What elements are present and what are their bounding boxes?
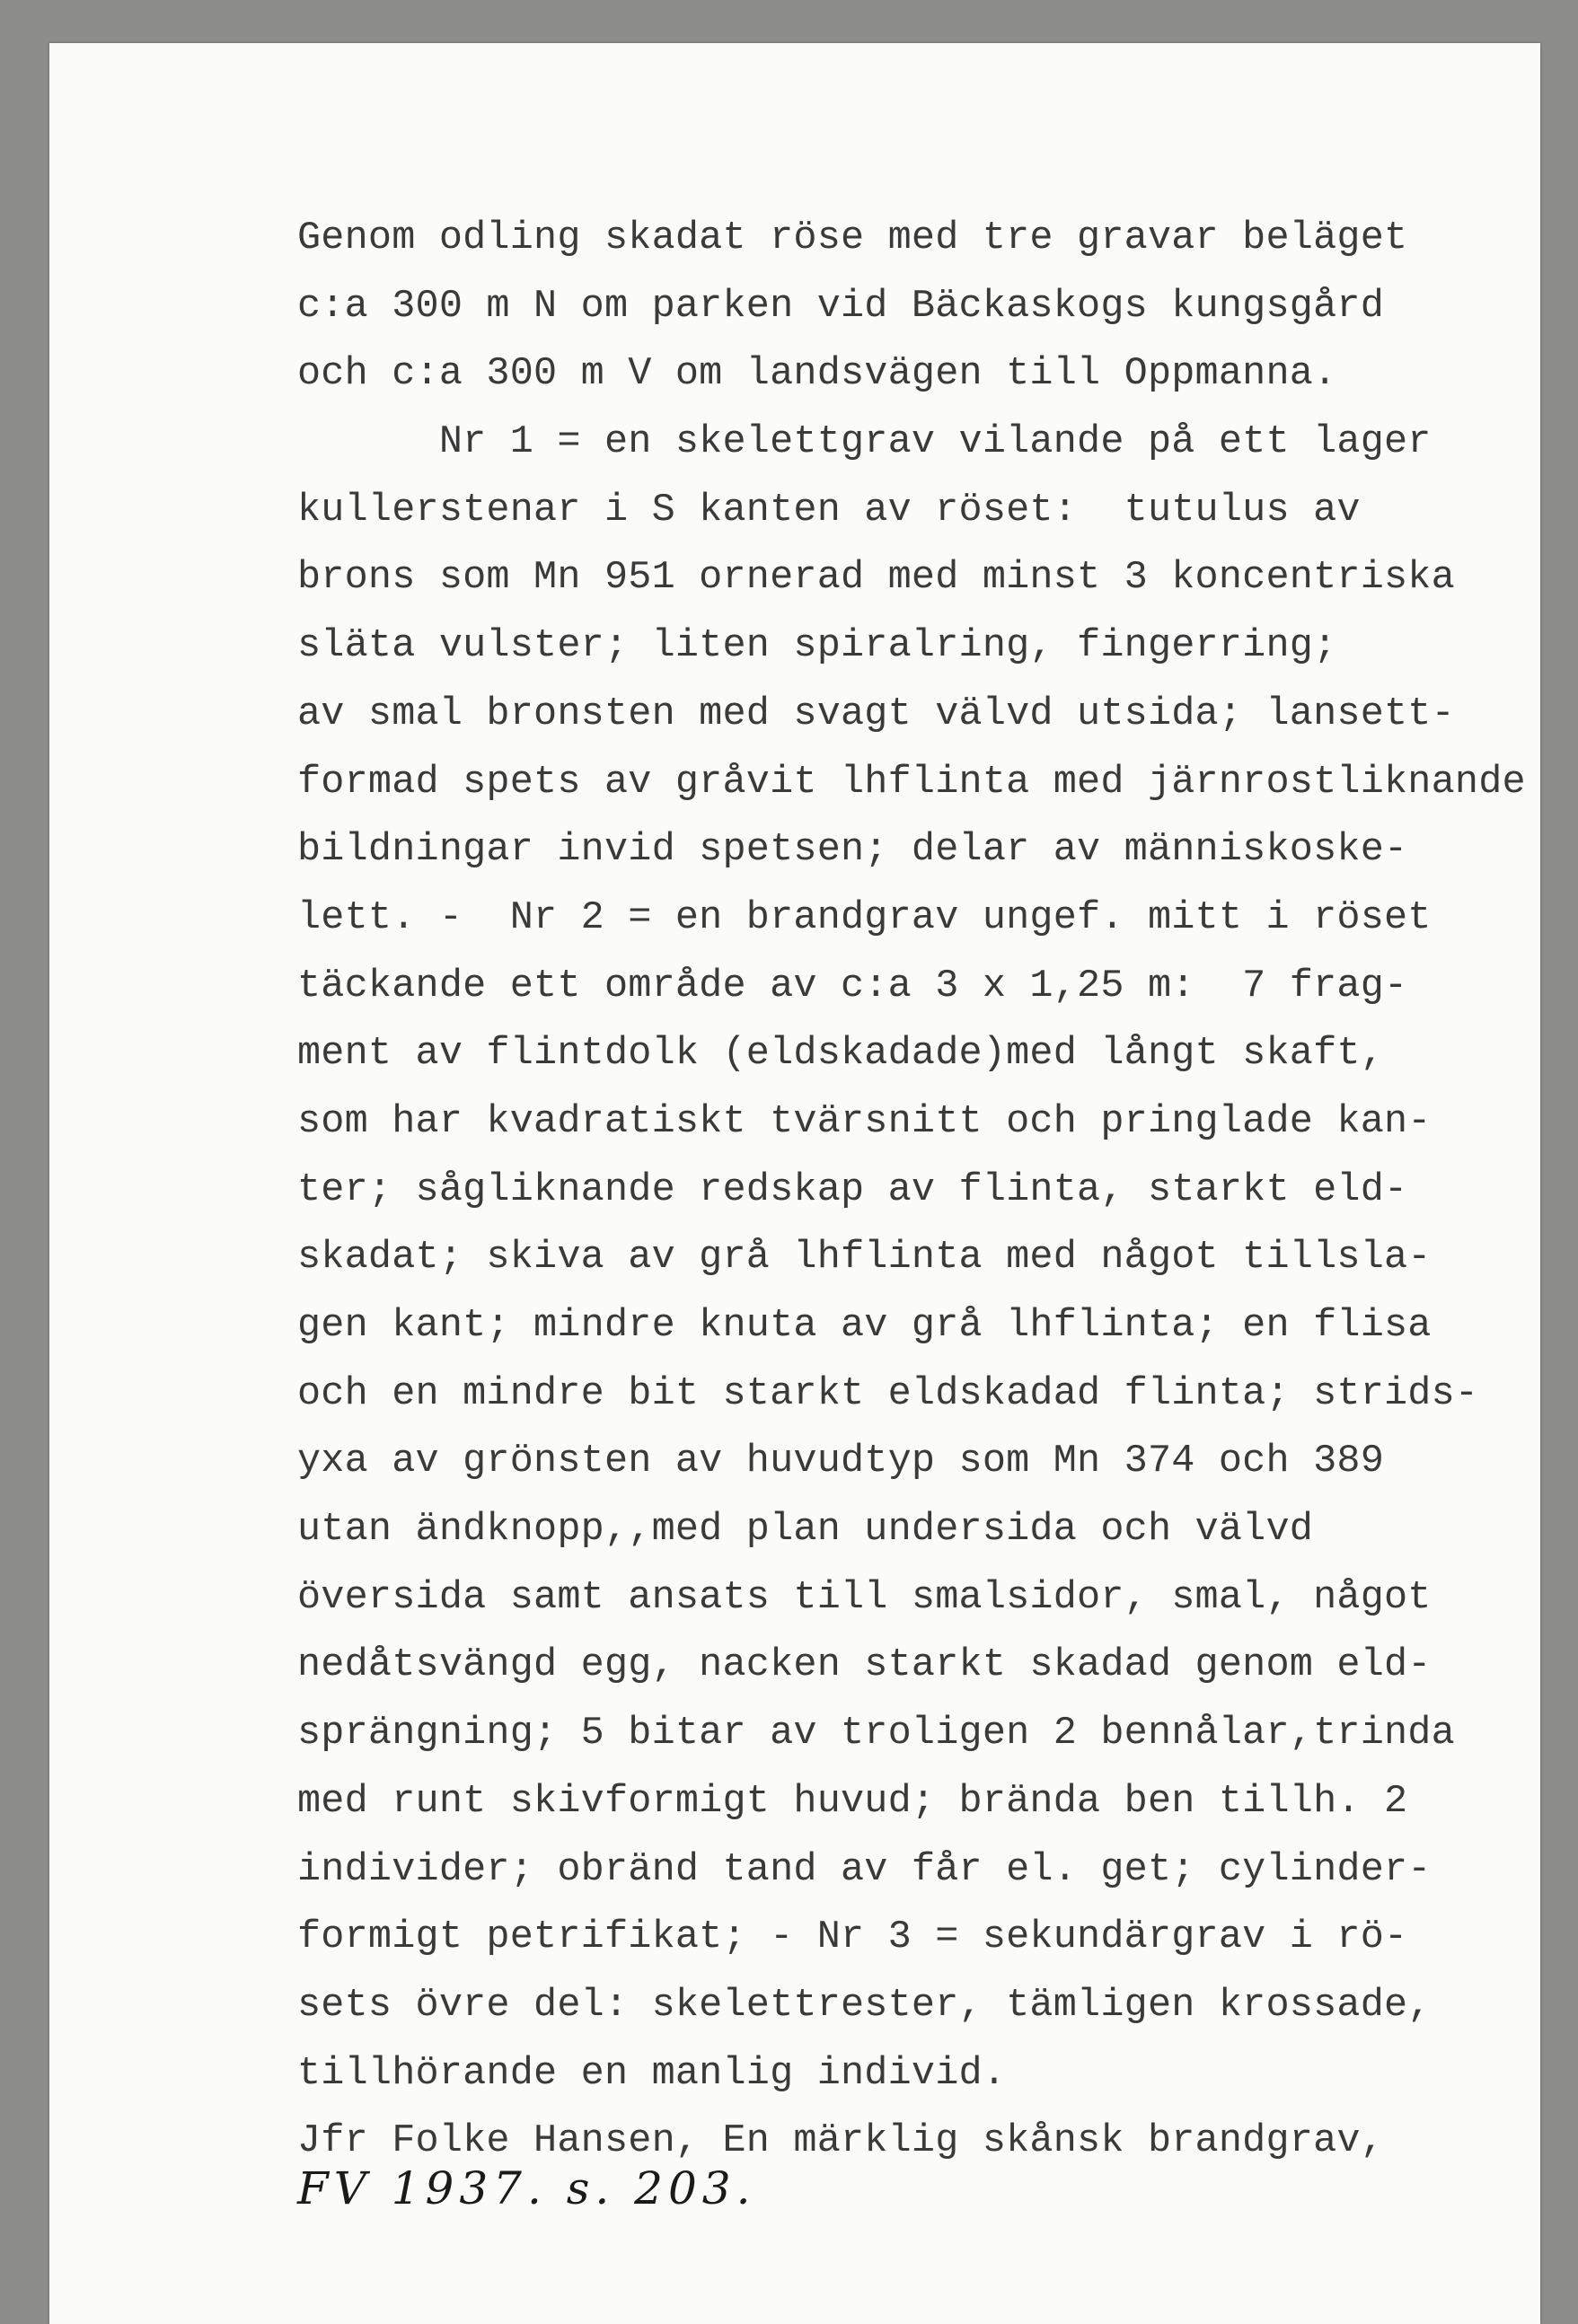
typed-line: som har kvadratiskt tvärsnitt och pringlade kan- [297,1099,1432,1144]
typed-line: lett. - Nr 2 = en brandgrav ungef. mitt i röset [297,895,1432,940]
typed-line: Jfr Folke Hansen, En märklig skånsk brandgrav, [297,2119,1384,2164]
handwritten-reference: FV 1937. s. 203. [297,2162,756,2214]
typed-line: och c:a 300 m V om landsvägen till Oppmanna. [297,352,1337,397]
typed-line: sprängning; 5 bitar av troligen 2 bennålar,trinda [297,1712,1455,1756]
typed-line: brons som Mn 951 ornerad med minst 3 koncentriska [297,556,1455,601]
typed-line: täckande ett område av c:a 3 x 1,25 m: 7 frag- [297,964,1408,1008]
typed-line: av smal bronsten med svagt välvd utsida; lansett- [297,691,1455,736]
typed-line: bildningar invid spetsen; delar av människoske- [297,828,1408,873]
typed-line: släta vulster; liten spiralring, fingerring; [297,624,1337,669]
typed-line: skadat; skiva av grå lhflinta med något tillsla- [297,1236,1432,1281]
typed-line: ter; sågliknande redskap av flinta, starkt eld- [297,1167,1408,1212]
typed-line: formigt petrifikat; - Nr 3 = sekundärgrav i rö- [297,1915,1408,1960]
typed-line: yxa av grönsten av huvudtyp som Mn 374 och 389 [297,1439,1384,1484]
typed-line: c:a 300 m N om parken vid Bäckaskogs kungsgård [297,284,1384,329]
typed-line: kullerstenar i S kanten av röset: tutulus av [297,488,1361,533]
typed-line: nedåtsvängd egg, nacken starkt skadad genom eld- [297,1643,1432,1688]
typed-line: översida samt ansats till smalsidor, smal, något [297,1575,1432,1620]
typed-line: Nr 1 = en skelettgrav vilande på ett lager [297,420,1432,465]
typed-line: gen kant; mindre knuta av grå lhflinta; en flisa [297,1304,1432,1348]
typed-line: och en mindre bit starkt eldskadad flinta; strids- [297,1371,1479,1416]
typed-line: sets övre del: skelettrester, tämligen krossade, [297,1983,1432,2028]
typed-line: formad spets av gråvit lhflinta med järnrostliknande [297,760,1526,805]
typed-line: tillhörande en manlig individ. [297,2051,1007,2096]
typed-line: utan ändknopp,,med plan undersida och välvd [297,1508,1314,1553]
typed-text-body [297,205,1526,2176]
typed-line: ment av flintdolk (eldskadade)med långt skaft, [297,1032,1384,1077]
typed-line: individer; obränd tand av får el. get; cylinder- [297,1847,1432,1892]
typed-line: med runt skivformigt huvud; brända ben tillh. 2 [297,1779,1408,1824]
typed-line: Genom odling skadat röse med tre gravar beläget [297,216,1408,260]
